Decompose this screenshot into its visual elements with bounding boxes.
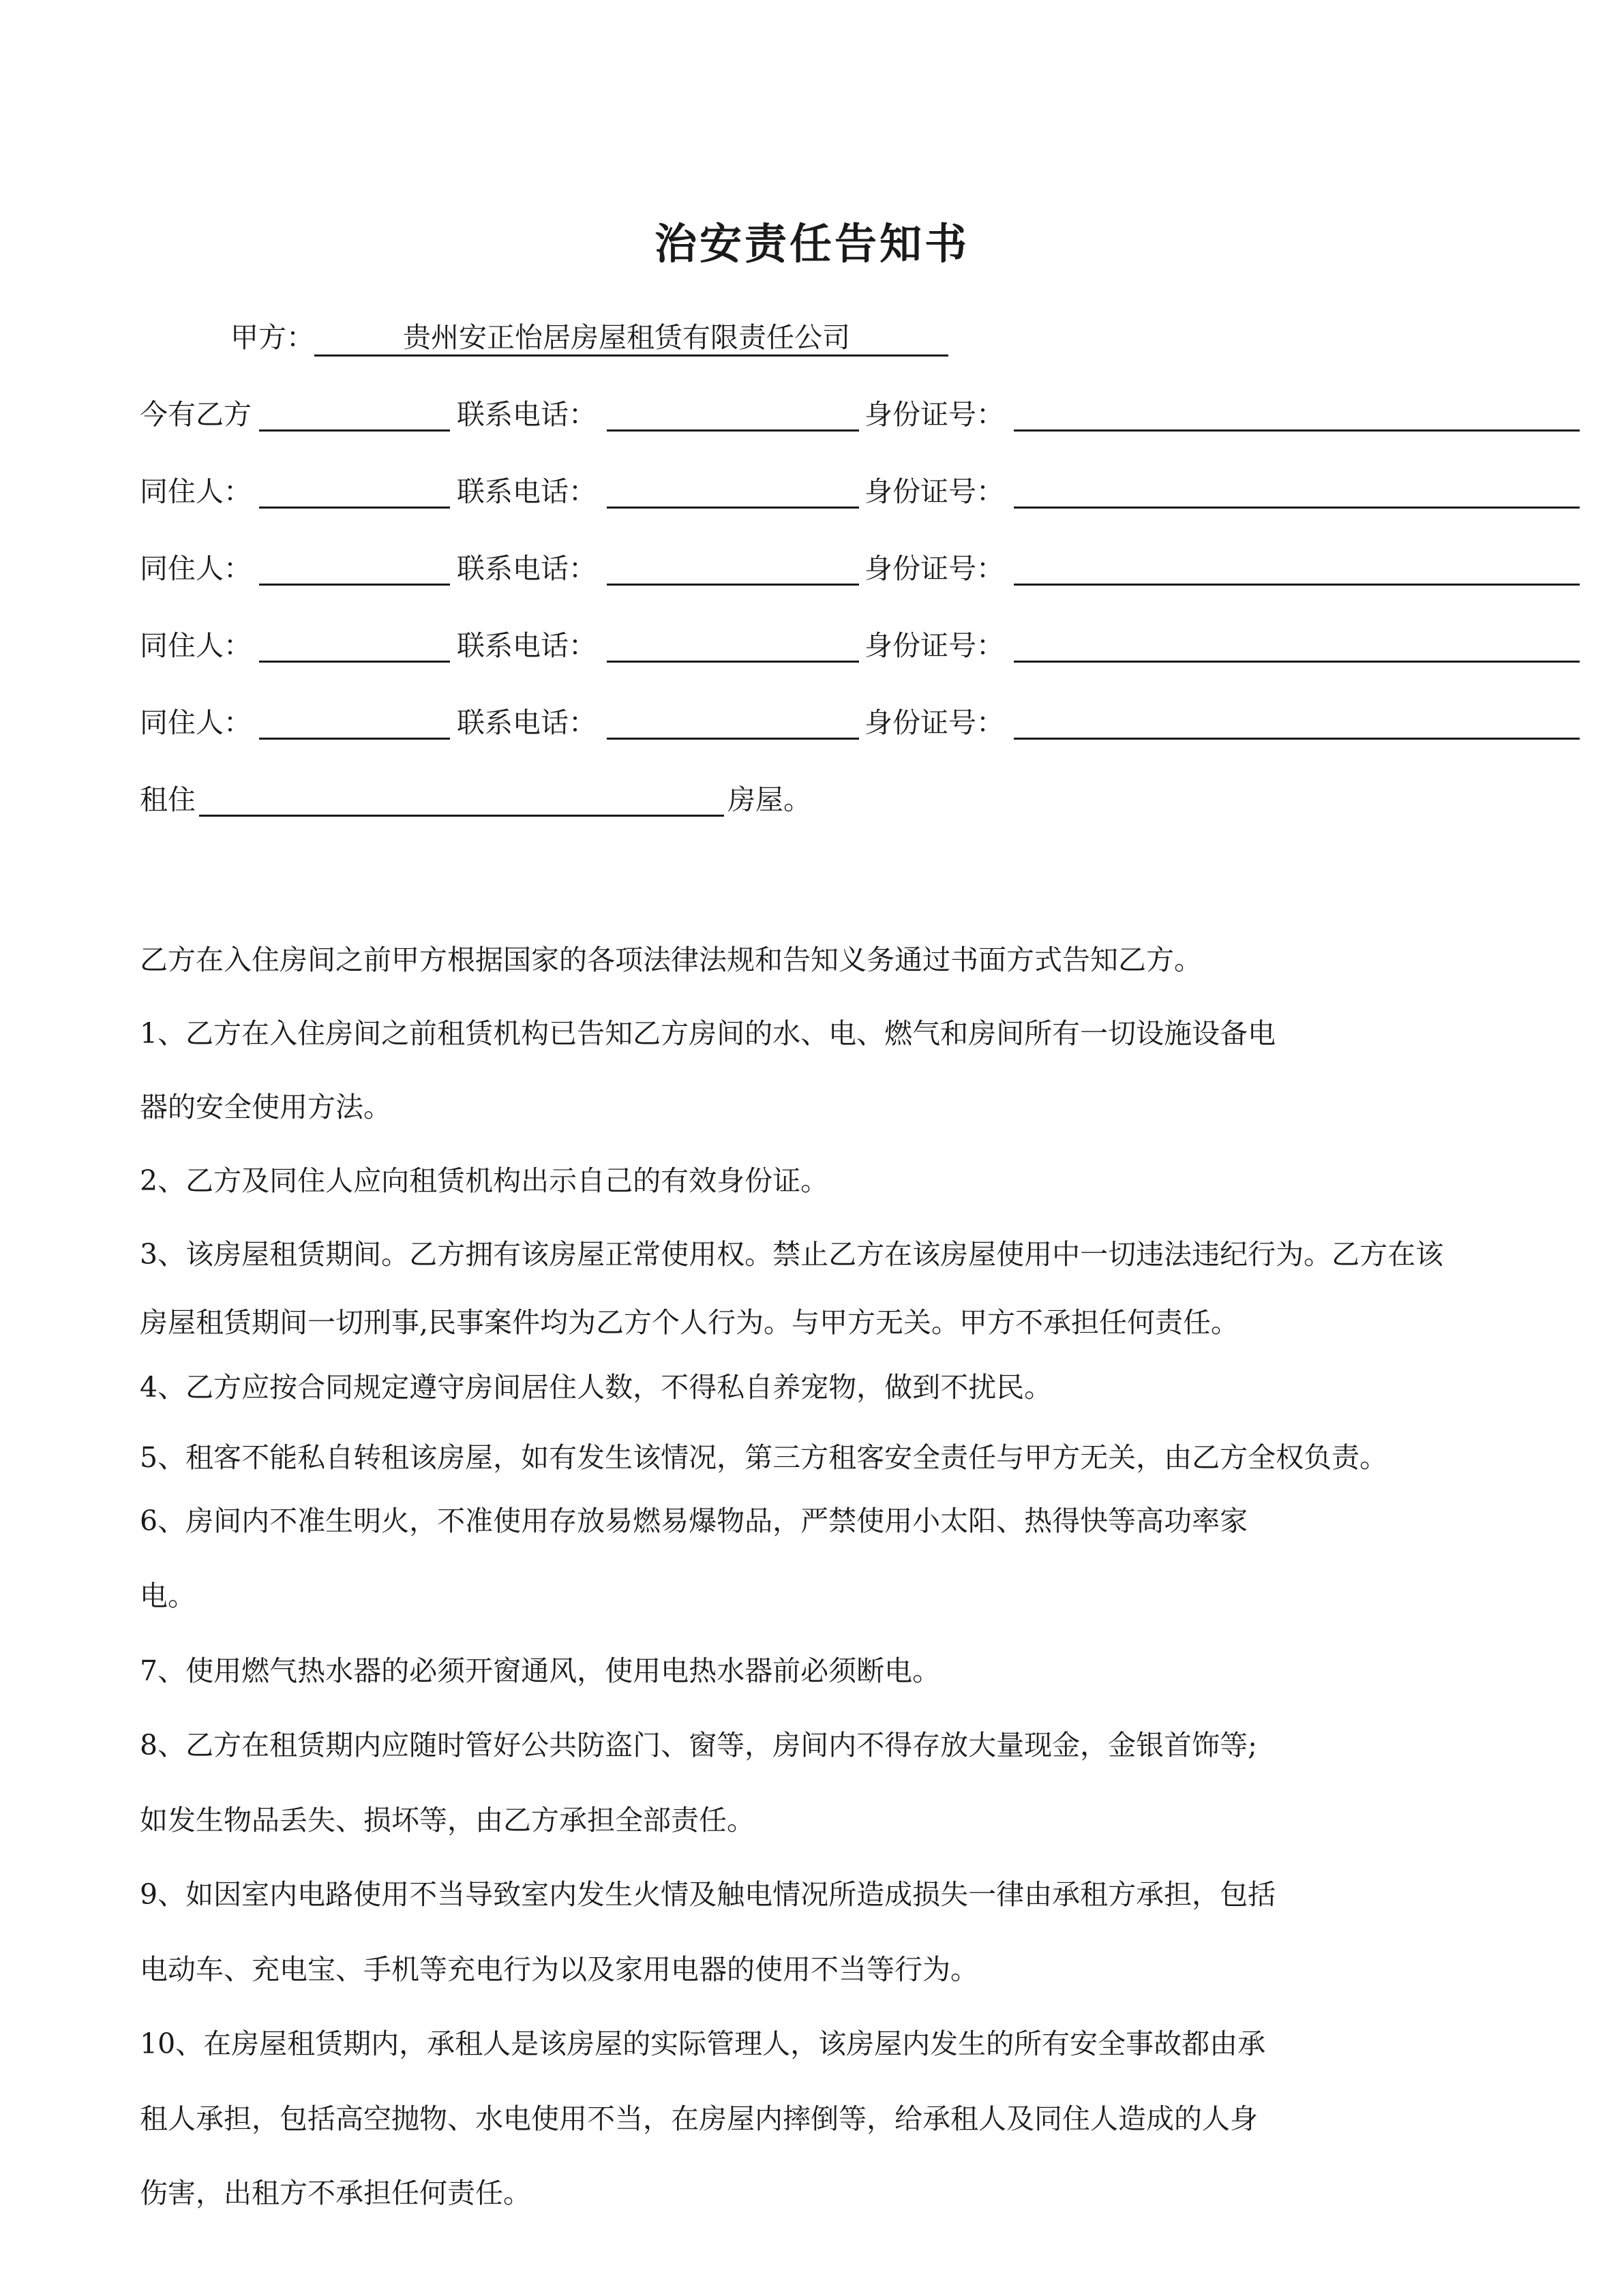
clause-line: 4、乙方应按合同规定遵守房间居住人数，不得私自养宠物，做到不扰民。 [140,1371,1053,1404]
phone-label: 联系电话： [457,398,597,431]
clause-line: 3、该房屋租赁期间。乙方拥有该房屋正常使用权。禁止乙方在该房屋使用中一切违法违纪行为。乙方在该 [140,1238,1444,1271]
phone-label: 联系电话： [457,629,597,662]
phone-label: 联系电话： [457,552,597,585]
clause-line: 电动车、充电宝、手机等充电行为以及家用电器的使用不当等行为。 [140,1953,978,1986]
clause-line: 电。 [140,1580,196,1612]
party-a-label: 甲方： [230,321,314,354]
tenant-row [140,394,1585,435]
rent-prefix: 租住 [140,783,196,816]
phone-blank[interactable] [607,661,859,663]
clause-line: 租人承担，包括高空抛物、水电使用不当，在房屋内摔倒等，给承租人及同住人造成的人身 [140,2102,1258,2135]
id-blank[interactable] [1014,661,1580,663]
document-title: 治安责任告知书 [654,219,969,269]
clause-line: 8、乙方在租赁期内应随时管好公共防盗门、窗等，房间内不得存放大量现金，金银首饰等; [140,1729,1257,1762]
id-label: 身份证号： [864,475,1004,508]
name-blank[interactable] [259,507,450,509]
row-label: 同住人： [140,552,252,585]
id-blank[interactable] [1014,429,1580,432]
cohabitant-row [140,702,1585,743]
id-label: 身份证号： [864,706,1004,739]
row-label: 同住人： [140,706,252,739]
clause-line: 5、租客不能私自转租该房屋，如有发生该情况，第三方租客安全责任与甲方无关，由乙方全权负责。 [140,1441,1388,1474]
clause-line: 2、乙方及同住人应向租赁机构出示自己的有效身份证。 [140,1164,829,1197]
clause-line: 房屋租赁期间一切刑事,民事案件均为乙方个人行为。与甲方无关。甲方不承担任何责任。 [140,1306,1239,1339]
rent-suffix: 房屋。 [727,783,811,816]
clause-line: 9、如因室内电路使用不当导致室内发生火情及触电情况所造成损失一律由承租方承担，包括 [140,1878,1276,1911]
id-blank[interactable] [1014,738,1580,740]
name-blank[interactable] [259,661,450,663]
clause-line: 10、在房屋租赁期内，承租人是该房屋的实际管理人，该房屋内发生的所有安全事故都由承 [140,2027,1266,2060]
phone-blank[interactable] [607,507,859,509]
clause-line: 伤害，出租方不承担任何责任。 [140,2177,531,2209]
phone-blank[interactable] [607,584,859,586]
id-label: 身份证号： [864,398,1004,431]
id-label: 身份证号： [864,629,1004,662]
clause-line: 1、乙方在入住房间之前租赁机构已告知乙方房间的水、电、燃气和房间所有一切设施设备电 [140,1017,1276,1050]
intro-paragraph: 乙方在入住房间之前甲方根据国家的各项法律法规和告知义务通过书面方式告知乙方。 [140,943,1202,976]
party-a-company: 贵州安正怡居房屋租赁有限责任公司 [314,320,948,357]
row-label: 今有乙方 [140,398,252,431]
party-a-line [230,317,948,358]
clause-line: 如发生物品丢失、损坏等，由乙方承担全部责任。 [140,1804,755,1837]
id-blank[interactable] [1014,507,1580,509]
name-blank[interactable] [259,738,450,740]
row-label: 同住人： [140,629,252,662]
address-blank[interactable] [199,815,724,817]
clause-line: 6、房间内不准生明火，不准使用存放易燃易爆物品，严禁使用小太阳、热得快等高功率家 [140,1505,1248,1537]
phone-label: 联系电话： [457,475,597,508]
phone-blank[interactable] [607,429,859,432]
cohabitant-row [140,625,1585,666]
id-label: 身份证号： [864,552,1004,585]
cohabitant-row [140,471,1585,512]
cohabitant-row [140,548,1585,589]
id-blank[interactable] [1014,584,1580,586]
phone-blank[interactable] [607,738,859,740]
clause-line: 7、使用燃气热水器的必须开窗通风，使用电热水器前必须断电。 [140,1655,941,1687]
clause-line: 器的安全使用方法。 [140,1091,391,1123]
phone-label: 联系电话： [457,706,597,739]
row-label: 同住人： [140,475,252,508]
name-blank[interactable] [259,429,450,432]
rent-address-row [140,779,1585,820]
name-blank[interactable] [259,584,450,586]
